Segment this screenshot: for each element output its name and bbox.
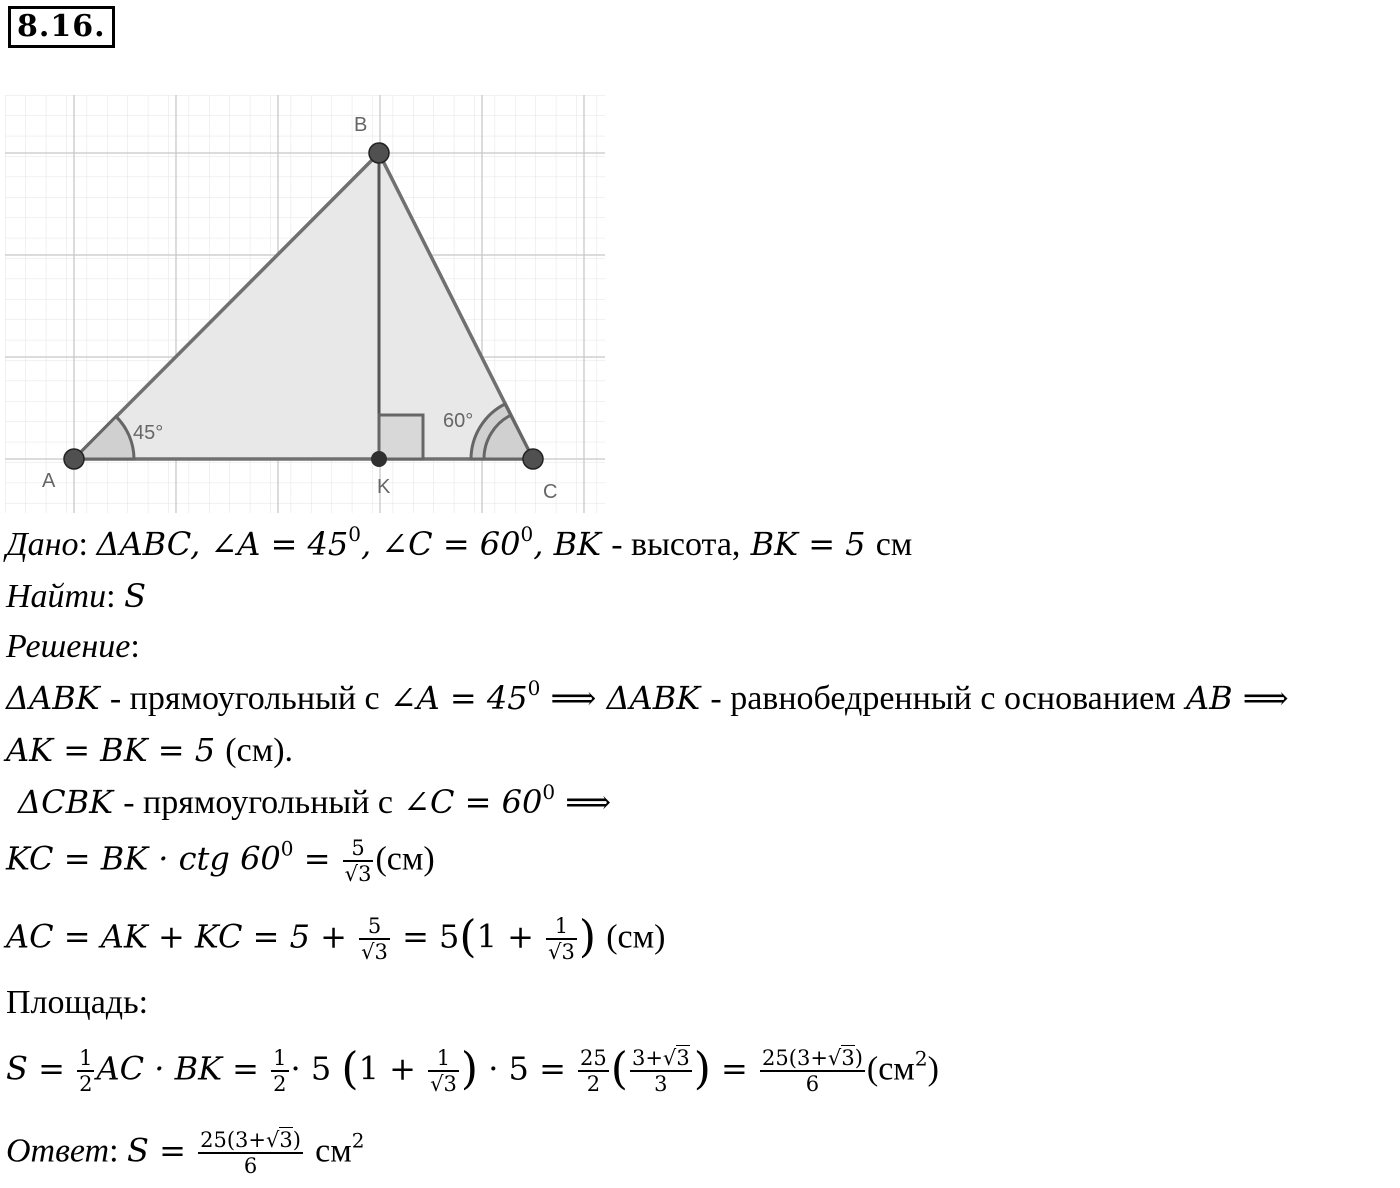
given-bk-eq: BK = 5 — [750, 525, 866, 563]
text-isosceles: - равнобедренный с основанием — [710, 680, 1176, 717]
frac-half-2 — [271, 1046, 288, 1096]
given-label: Дано — [6, 526, 79, 563]
solution-label: Решение — [6, 628, 131, 665]
solution-line-6: S = $\frac{1}{2}$ AC · BK = $\frac{1}{2}$ · 5 (1 + $\frac{1}{√3}$ ) · 5 = $\frac{25}{2}$ ( $\frac{3+√3}{3}$ ) = $\frac{25(3+√3)}{6}$ $(см^2)$ — [6, 1043, 939, 1096]
area-label: Площадь: — [6, 984, 149, 1021]
frac-den: 6 — [243, 1154, 258, 1178]
label-c: C — [543, 481, 558, 503]
s-eq: S = — [6, 1049, 65, 1088]
equals-5: = 5 — [402, 917, 460, 956]
triangle-figure — [0, 95, 610, 515]
area-label-line — [6, 982, 148, 1023]
frac-num: 25 — [200, 1128, 227, 1152]
kc-formula: KC = BK · ctg 60 — [6, 839, 281, 878]
frac-den: 3 — [358, 862, 372, 886]
frac-num-inner: 3+ — [796, 1046, 828, 1070]
point-c — [523, 449, 543, 469]
unit-cm-sq: (см — [866, 1050, 915, 1088]
text-right-triangle-2: - прямоугольный с — [123, 784, 394, 821]
implies-arrow: ⟹ — [550, 679, 597, 717]
frac-den: 3 — [561, 940, 575, 964]
label-k: K — [377, 476, 391, 498]
ac-bk: AC · BK = — [96, 1049, 259, 1088]
frac-den: 2 — [586, 1072, 601, 1096]
point-k — [371, 451, 387, 467]
frac-num: 25 — [580, 1046, 607, 1070]
answer-s: S = — [127, 1131, 186, 1170]
given-angle-a: ∠A = 45 — [210, 525, 349, 563]
answer-unit: см — [315, 1132, 352, 1170]
one-plus-2: 1 + — [358, 1049, 416, 1088]
ac-formula: AC = AK + KC = 5 + — [6, 917, 347, 956]
point-b — [369, 143, 389, 163]
angle-a-label: 45° — [133, 422, 164, 444]
frac-num: 1 — [79, 1046, 93, 1070]
frac-den: 6 — [805, 1072, 820, 1096]
find-line: Найти: S — [6, 577, 146, 615]
tri-abk: ΔABK — [6, 679, 100, 717]
solution-line-2 — [6, 730, 293, 771]
unit-cm: (см). — [225, 732, 294, 769]
unit-cm-2: (см) — [375, 840, 435, 878]
given-triangle: ΔABC — [96, 525, 191, 563]
dot-5-eq: · 5 = — [488, 1049, 566, 1088]
frac-num: 5 — [343, 836, 374, 862]
frac-den: 2 — [79, 1072, 93, 1096]
frac-5-sqrt3-b: $\frac{5}{√3}$ — [361, 914, 388, 964]
given-bk: BK — [553, 525, 602, 563]
frac-num-inner: 3+ — [235, 1128, 266, 1152]
solution-line-1: ΔABK - прямоугольный с ∠A = $45^0$ ⟹ ΔABK - равнобедренный с основанием AB ⟹ — [6, 676, 1289, 717]
given-unit: см — [875, 526, 913, 563]
tri-abk-2: ΔABK — [606, 679, 701, 717]
angle-c-60: ∠C = 60 — [403, 783, 543, 821]
frac-half — [77, 1046, 94, 1096]
dot-5: · 5 — [290, 1049, 332, 1088]
frac-num: 5 — [359, 914, 390, 940]
base-ab: AB — [1185, 679, 1233, 717]
equals-2: = — [721, 1049, 748, 1088]
frac-5-sqrt3: $\frac{5}{√3}$ — [344, 836, 372, 886]
frac-3-sqrt3-3: $\frac{3+√3}{3}$ — [631, 1046, 690, 1096]
problem-number: 8.16. — [8, 6, 115, 48]
frac-den: 3 — [374, 940, 388, 964]
implies-arrow-2: ⟹ — [1242, 679, 1289, 717]
unit-close: ) — [927, 1050, 939, 1088]
label-a: A — [42, 470, 56, 492]
answer-label: Ответ — [6, 1132, 110, 1170]
frac-num: 1 — [273, 1046, 287, 1070]
find-value: S — [124, 577, 146, 615]
solution-line-4: KC = BK · ctg $60^0$ = $\frac{5}{√3}$ (см) — [6, 836, 435, 886]
frac-result: $\frac{25(3+√3)}{6}$ — [762, 1046, 863, 1096]
point-a — [64, 449, 84, 469]
solution-line-3: ΔCBK - прямоугольный с ∠C = $60^0$ ⟹ — [18, 780, 612, 821]
solution-line-5: AC = AK + KC = 5 + $\frac{5}{√3}$ = 5(1 + $\frac{1}{√3}$ ) (см) — [6, 911, 666, 964]
frac-den: 3 — [443, 1072, 457, 1096]
frac-num: 3+ — [631, 1046, 663, 1070]
frac-num: 1 — [428, 1046, 459, 1072]
answer-line: Ответ: S = $\frac{25(3+√3)}{6}$ $см^2$ — [6, 1128, 365, 1178]
solution-label-line: Решение: — [6, 628, 140, 665]
label-b: B — [354, 114, 368, 136]
unit-cm-3: (см) — [606, 918, 666, 956]
frac-25-2 — [578, 1046, 609, 1096]
find-label: Найти — [6, 578, 107, 615]
given-line: Дано: ΔABC, ∠A = $45^0$, ∠C = $60^0$, BK - высота, BK = 5 см — [6, 522, 913, 563]
frac-1-sqrt3: $\frac{1}{√3}$ — [548, 914, 575, 964]
angle-c-label: 60° — [443, 410, 474, 432]
right-angle-mark — [379, 415, 423, 459]
given-height-text: - высота, — [611, 526, 741, 563]
answer-frac: $\frac{25(3+√3)}{6}$ — [200, 1128, 301, 1178]
ak-bk-eq: AK = BK = 5 — [6, 731, 216, 769]
angle-a-45: ∠A = 45 — [389, 679, 528, 717]
one-plus: 1 + — [476, 917, 534, 956]
frac-den: 2 — [273, 1072, 287, 1096]
frac-num: 25 — [762, 1046, 789, 1070]
tri-cbk: ΔCBK — [18, 783, 114, 821]
frac-1-sqrt3-b: $\frac{1}{√3}$ — [430, 1046, 457, 1096]
equals: = — [303, 839, 331, 878]
frac-den: 3 — [654, 1072, 668, 1096]
frac-num: 1 — [546, 914, 577, 940]
implies-arrow-3: ⟹ — [565, 783, 612, 821]
text-right-triangle: - прямоугольный с — [109, 680, 380, 717]
given-angle-c: ∠C = 60 — [381, 525, 521, 563]
